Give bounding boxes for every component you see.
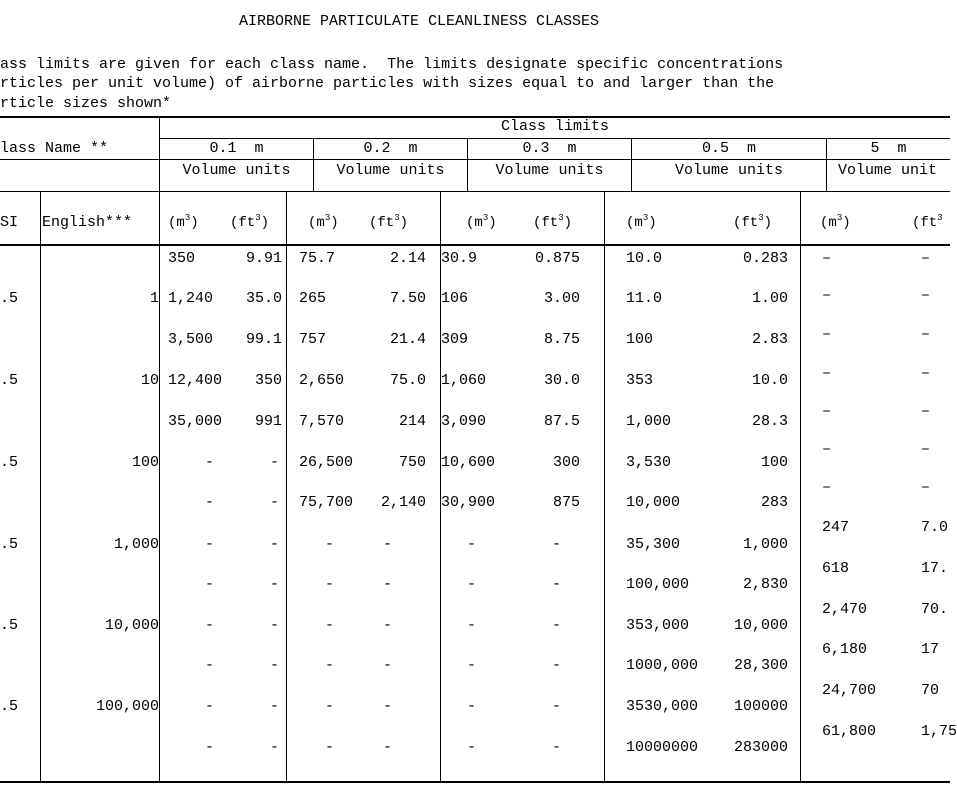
- limit-cell: 30.0: [543, 372, 580, 389]
- limit-cell: 300: [552, 454, 580, 471]
- limit-cell: -: [467, 698, 477, 715]
- limit-cell: 10000000: [626, 739, 699, 756]
- unit-m3-header: $(m^3)$: [626, 213, 657, 231]
- limit-cell: 353,000: [626, 617, 690, 634]
- size-header-5: 5 m: [870, 140, 907, 157]
- limit-cell: 2,650: [299, 372, 345, 389]
- limit-cell: 12,400: [168, 372, 223, 389]
- limit-cell: -: [270, 454, 280, 471]
- limit-cell: 11.0: [626, 290, 663, 307]
- limit-cell: 2.14: [389, 250, 426, 267]
- english-header: English***: [42, 214, 133, 231]
- limit-cell: 3,500: [168, 331, 214, 348]
- limit-cell: -: [205, 536, 215, 553]
- limit-cell: –: [822, 479, 832, 496]
- limit-cell: 2.83: [751, 331, 788, 348]
- limit-cell: -: [270, 657, 280, 674]
- size-header-0-5: 0.5 m: [701, 140, 756, 157]
- limit-cell: –: [921, 403, 931, 420]
- limit-cell: 87.5: [543, 413, 580, 430]
- limit-cell: -: [552, 698, 562, 715]
- limit-cell: 61,800: [822, 723, 877, 740]
- limit-cell: -: [205, 698, 215, 715]
- limit-cell: 17.: [921, 560, 949, 577]
- limit-cell: -: [552, 657, 562, 674]
- unit-m3-header: $(m^3)$: [466, 213, 497, 231]
- limit-cell: -: [552, 576, 562, 593]
- limit-cell: -: [325, 739, 335, 756]
- limit-cell: 265: [299, 290, 327, 307]
- si-class-cell: .5: [0, 617, 19, 634]
- limit-cell: 3,530: [626, 454, 672, 471]
- limit-cell: 991: [254, 413, 282, 430]
- limit-cell: –: [822, 287, 832, 304]
- limit-cell: -: [383, 657, 393, 674]
- limit-cell: 17: [921, 641, 940, 658]
- limit-cell: 214: [398, 413, 426, 430]
- unit-ft3-header: ($ft^3$: [912, 213, 943, 231]
- limit-cell: 30,900: [441, 494, 496, 511]
- english-class-cell: 10: [140, 372, 159, 389]
- page-title: AIRBORNE PARTICULATE CLEANLINESS CLASSES: [239, 13, 600, 30]
- limit-cell: -: [270, 617, 280, 634]
- unit-ft3-header: $(ft^3)$: [369, 213, 409, 231]
- limit-cell: –: [921, 365, 931, 382]
- limit-cell: –: [921, 479, 931, 496]
- limit-cell: 1,000: [742, 536, 788, 553]
- limit-cell: -: [383, 698, 393, 715]
- limit-cell: –: [921, 326, 931, 343]
- limit-cell: 7.0: [921, 519, 949, 536]
- limit-cell: 3.00: [543, 290, 580, 307]
- limit-cell: –: [822, 326, 832, 343]
- limit-cell: -: [383, 536, 393, 553]
- limit-cell: 70.: [921, 601, 949, 618]
- limit-cell: 2,830: [742, 576, 788, 593]
- limit-cell: 75.7: [299, 250, 336, 267]
- limit-cell: -: [383, 617, 393, 634]
- limit-cell: –: [921, 441, 931, 458]
- limit-cell: 100: [760, 454, 788, 471]
- limit-cell: -: [205, 657, 215, 674]
- limit-cell: 70: [921, 682, 940, 699]
- limit-cell: 283: [760, 494, 788, 511]
- limit-cell: 10,000: [626, 494, 681, 511]
- english-class-cell: 100,000: [95, 698, 159, 715]
- class-name-header: lass Name **: [0, 140, 109, 157]
- volume-units-0-1: Volume units: [182, 162, 291, 179]
- limit-cell: -: [205, 454, 215, 471]
- limit-cell: -: [467, 657, 477, 674]
- limit-cell: 28,300: [733, 657, 788, 674]
- limit-cell: -: [325, 617, 335, 634]
- limit-cell: –: [822, 365, 832, 382]
- intro-line-1: ass limits are given for each class name. The limits designate specific concentrations: [0, 56, 784, 73]
- limit-cell: 350: [168, 250, 196, 267]
- limit-cell: 247: [822, 519, 850, 536]
- limit-cell: -: [270, 576, 280, 593]
- volume-units-0-3: Volume units: [495, 162, 604, 179]
- limit-cell: 309: [441, 331, 469, 348]
- limit-cell: -: [383, 739, 393, 756]
- intro-line-3: rticle sizes shown*: [0, 95, 172, 112]
- si-class-cell: .5: [0, 372, 19, 389]
- limit-cell: -: [325, 536, 335, 553]
- volume-units-0-2: Volume units: [336, 162, 445, 179]
- unit-m3-header: $(m^3)$: [308, 213, 339, 231]
- limit-cell: -: [325, 698, 335, 715]
- limit-cell: -: [467, 617, 477, 634]
- limit-cell: 1000,000: [626, 657, 699, 674]
- limit-cell: 10,600: [441, 454, 496, 471]
- limit-cell: 353: [626, 372, 654, 389]
- size-header-0-3: 0.3 m: [522, 140, 577, 157]
- volume-units-0-5: Volume units: [674, 162, 784, 179]
- limit-cell: 99.1: [245, 331, 282, 348]
- si-class-cell: .5: [0, 698, 19, 715]
- limit-cell: 7.50: [389, 290, 426, 307]
- limit-cell: –: [822, 403, 832, 420]
- limit-cell: 75.0: [389, 372, 426, 389]
- intro-line-2: rticles per unit volume) of airborne particles with sizes equal to and larger than the: [0, 75, 775, 92]
- limit-cell: 8.75: [543, 331, 580, 348]
- limit-cell: –: [921, 250, 931, 267]
- limit-cell: -: [205, 576, 215, 593]
- limit-cell: 3,090: [441, 413, 487, 430]
- limit-cell: 9.91: [245, 250, 282, 267]
- limit-cell: -: [467, 576, 477, 593]
- si-class-cell: .5: [0, 290, 19, 307]
- limit-cell: -: [270, 536, 280, 553]
- limit-cell: -: [467, 739, 477, 756]
- si-class-cell: .5: [0, 454, 19, 471]
- limit-cell: 1,75: [921, 723, 957, 740]
- limit-cell: 1.00: [751, 290, 788, 307]
- limit-cell: 283000: [733, 739, 788, 756]
- limit-cell: 26,500: [299, 454, 354, 471]
- unit-ft3-header: $(ft^3)$: [733, 213, 773, 231]
- limit-cell: 24,700: [822, 682, 877, 699]
- limit-cell: 10.0: [626, 250, 663, 267]
- limit-cell: 757: [299, 331, 327, 348]
- limit-cell: 100000: [733, 698, 788, 715]
- limit-cell: –: [822, 441, 832, 458]
- limit-cell: 0.283: [742, 250, 788, 267]
- limit-cell: -: [552, 536, 562, 553]
- limit-cell: 7,570: [299, 413, 345, 430]
- limit-cell: 35,000: [168, 413, 223, 430]
- limit-cell: 106: [441, 290, 469, 307]
- limit-cell: 875: [552, 494, 580, 511]
- limit-cell: 35,300: [626, 536, 681, 553]
- volume-units-5: Volume unit: [838, 162, 938, 179]
- limit-cell: 1,060: [441, 372, 487, 389]
- class-limits-header: Class limits: [500, 118, 610, 135]
- limit-cell: 2,470: [822, 601, 868, 618]
- limit-cell: 750: [398, 454, 426, 471]
- unit-m3-header: $(m^3)$: [820, 213, 851, 231]
- size-header-0-2: 0.2 m: [363, 140, 418, 157]
- limit-cell: –: [921, 287, 931, 304]
- limit-cell: 35.0: [245, 290, 282, 307]
- unit-ft3-header: $(ft^3)$: [230, 213, 270, 231]
- limit-cell: 75,700: [299, 494, 354, 511]
- limit-cell: -: [325, 576, 335, 593]
- limit-cell: 3530,000: [626, 698, 699, 715]
- limit-cell: 1,000: [626, 413, 672, 430]
- english-class-cell: 100: [131, 454, 159, 471]
- limit-cell: -: [270, 494, 280, 511]
- limit-cell: 6,180: [822, 641, 868, 658]
- limit-cell: -: [325, 657, 335, 674]
- limit-cell: -: [205, 617, 215, 634]
- limit-cell: -: [552, 617, 562, 634]
- limit-cell: –: [822, 250, 832, 267]
- limit-cell: -: [270, 739, 280, 756]
- limit-cell: -: [205, 739, 215, 756]
- limit-cell: 28.3: [751, 413, 788, 430]
- limit-cell: 1,240: [168, 290, 214, 307]
- unit-ft3-header: $(ft^3)$: [533, 213, 573, 231]
- limit-cell: -: [205, 494, 215, 511]
- limit-cell: -: [467, 536, 477, 553]
- limit-cell: -: [270, 698, 280, 715]
- limit-cell: 2,140: [380, 494, 426, 511]
- limit-cell: 10.0: [751, 372, 788, 389]
- limit-cell: 30.9: [441, 250, 478, 267]
- limit-cell: 0.875: [534, 250, 580, 267]
- limit-cell: 21.4: [389, 331, 426, 348]
- limit-cell: -: [383, 576, 393, 593]
- english-class-cell: 1: [149, 290, 159, 307]
- english-class-cell: 1,000: [113, 536, 159, 553]
- limit-cell: 100,000: [626, 576, 690, 593]
- si-header: SI: [0, 214, 19, 231]
- size-header-0-1: 0.1 m: [209, 140, 264, 157]
- limit-cell: 350: [254, 372, 282, 389]
- limit-cell: 100: [626, 331, 654, 348]
- unit-m3-header: $(m^3)$: [168, 213, 199, 231]
- limit-cell: 618: [822, 560, 850, 577]
- limit-cell: -: [552, 739, 562, 756]
- english-class-cell: 10,000: [104, 617, 159, 634]
- si-class-cell: .5: [0, 536, 19, 553]
- limit-cell: 10,000: [733, 617, 788, 634]
